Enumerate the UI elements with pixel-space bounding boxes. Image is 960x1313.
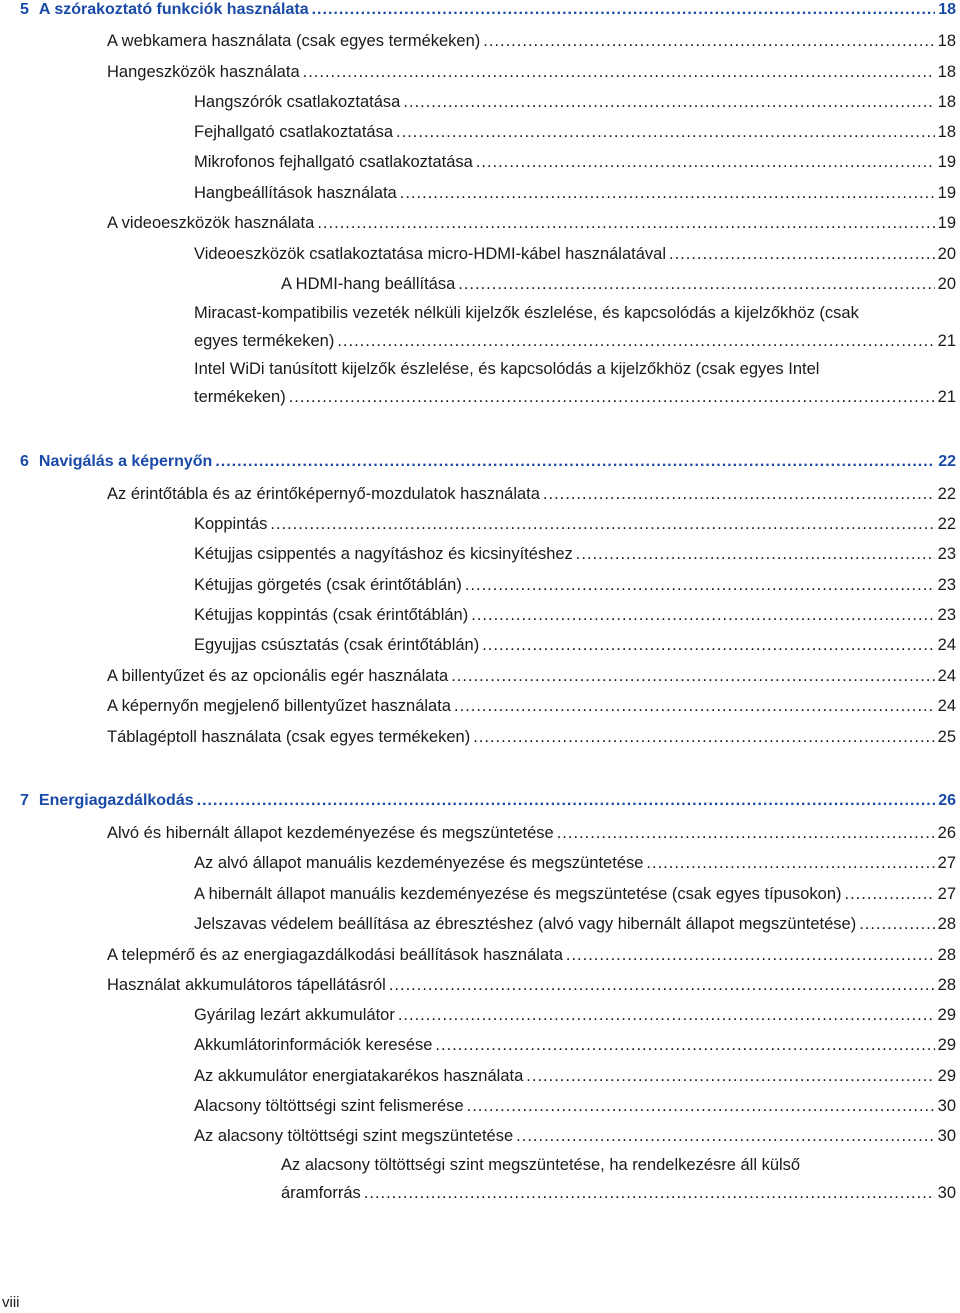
toc-entry[interactable] bbox=[107, 971, 960, 999]
dot-leader bbox=[483, 27, 934, 55]
toc-page-number: 27 bbox=[937, 854, 956, 872]
toc-entry[interactable] bbox=[107, 662, 960, 690]
toc-entry[interactable] bbox=[107, 819, 960, 847]
toc-entry[interactable] bbox=[194, 1001, 960, 1029]
toc-page-number: 29 bbox=[937, 1006, 956, 1024]
toc-page-number: 20 bbox=[937, 245, 956, 263]
toc-entry[interactable] bbox=[194, 510, 960, 538]
toc-entry[interactable] bbox=[107, 723, 960, 751]
toc-entry-row bbox=[194, 1092, 960, 1120]
toc-page-number: 28 bbox=[937, 915, 956, 933]
toc-page-number: 28 bbox=[937, 976, 956, 994]
toc-page-number: 26 bbox=[937, 824, 956, 842]
dot-leader bbox=[859, 910, 934, 938]
toc-page-number: 22 bbox=[938, 453, 956, 470]
toc-page-number: 28 bbox=[937, 946, 956, 964]
dot-leader bbox=[482, 631, 934, 659]
toc-entry-title: áramforrás bbox=[281, 1184, 361, 1202]
toc-entry-row bbox=[194, 240, 960, 268]
toc-entry-title: Fejhallgató csatlakoztatása bbox=[194, 123, 394, 141]
toc-page-number: 22 bbox=[937, 515, 956, 533]
dot-leader bbox=[458, 270, 934, 298]
toc-entry-row bbox=[20, 0, 960, 24]
toc-entry-row bbox=[194, 118, 960, 146]
toc-entry[interactable] bbox=[194, 148, 960, 176]
toc-entry-row bbox=[107, 723, 960, 751]
chapter-number: 5 bbox=[20, 1, 29, 18]
toc-page-number: 18 bbox=[937, 63, 956, 81]
dot-leader bbox=[454, 692, 935, 720]
toc-entry-row bbox=[194, 179, 960, 207]
toc-entry-title: Az érintőtábla és az érintőképernyő-mozdulatok használata bbox=[107, 485, 540, 503]
toc-entry-title: Kétujjas koppintás (csak érintőtáblán) bbox=[194, 606, 469, 624]
toc-entry-row bbox=[194, 571, 960, 599]
toc-entry[interactable] bbox=[194, 1092, 960, 1120]
toc-entry-title-line: Miracast-kompatibilis vezeték nélküli kijelzők észlelése, és kapcsolódás a kijelzőkhöz (csak bbox=[194, 304, 859, 322]
toc-entry[interactable] bbox=[281, 270, 960, 298]
toc-entry[interactable] bbox=[194, 1122, 960, 1150]
toc-entry[interactable] bbox=[194, 1031, 960, 1059]
toc-entry-row bbox=[20, 448, 960, 476]
toc-entry-title-line: Az alacsony töltöttségi szint megszüntetése, ha rendelkezésre áll külső bbox=[281, 1156, 801, 1174]
dot-leader bbox=[471, 601, 934, 629]
toc-chapter-entry[interactable] bbox=[20, 0, 960, 24]
toc-page-number: 19 bbox=[937, 214, 956, 232]
toc-entry-title: Hangbeállítások használata bbox=[194, 184, 397, 202]
toc-entry[interactable] bbox=[107, 692, 960, 720]
dot-leader bbox=[403, 88, 934, 116]
toc-entry-title: Alacsony töltöttségi szint felismerése bbox=[194, 1097, 464, 1115]
toc-entry-title: Egyujjas csúsztatás (csak érintőtáblán) bbox=[194, 636, 480, 654]
dot-leader bbox=[337, 327, 934, 355]
toc-entry-title: termékeken) bbox=[194, 388, 286, 406]
dot-leader bbox=[317, 209, 934, 237]
toc-page-number: 30 bbox=[937, 1184, 956, 1202]
toc-entry-title: A képernyőn megjelenő billentyűzet használata bbox=[107, 697, 451, 715]
toc-entry-row bbox=[194, 148, 960, 176]
toc-entry-row bbox=[107, 662, 960, 690]
toc-entry-row bbox=[194, 88, 960, 116]
toc-entry[interactable] bbox=[107, 480, 960, 508]
dot-leader bbox=[557, 819, 935, 847]
dot-leader bbox=[576, 540, 935, 568]
dot-leader bbox=[215, 448, 935, 476]
toc-entry[interactable] bbox=[194, 355, 960, 411]
toc-page-number: 19 bbox=[937, 153, 956, 171]
toc-page-number: 30 bbox=[937, 1127, 956, 1145]
toc-page-number: 20 bbox=[937, 275, 956, 293]
toc-entry[interactable] bbox=[194, 571, 960, 599]
toc-page-number: 21 bbox=[937, 332, 956, 350]
toc-entry-title: A HDMI-hang beállítása bbox=[281, 275, 456, 293]
toc-page-number: 19 bbox=[937, 184, 956, 202]
dot-leader bbox=[303, 58, 935, 86]
toc-entry[interactable] bbox=[194, 631, 960, 659]
toc-entry[interactable] bbox=[194, 299, 960, 355]
dot-leader bbox=[473, 723, 934, 751]
toc-entry-row bbox=[194, 1031, 960, 1059]
dot-leader bbox=[476, 148, 935, 176]
toc-entry-title: Az akkumulátor energiatakarékos használata bbox=[194, 1067, 524, 1085]
toc-entry-row bbox=[194, 910, 960, 938]
toc-entry-title: Táblagéptoll használata (csak egyes termékeken) bbox=[107, 728, 471, 746]
chapter-number: 6 bbox=[20, 453, 29, 470]
dot-leader bbox=[516, 1122, 934, 1150]
toc-entry-row bbox=[281, 1179, 960, 1207]
toc-entry-title: Kétujjas görgetés (csak érintőtáblán) bbox=[194, 576, 462, 594]
dot-leader bbox=[451, 662, 934, 690]
toc-entry-title: Kétujjas csippentés a nagyításhoz és kicsinyítéshez bbox=[194, 545, 573, 563]
toc-entry[interactable] bbox=[194, 1062, 960, 1090]
toc-entry-row bbox=[194, 601, 960, 629]
toc-entry[interactable] bbox=[107, 209, 960, 237]
toc-entry-title: Navigálás a képernyőn bbox=[38, 453, 213, 470]
toc-entry-title: Energiagazdálkodás bbox=[38, 792, 194, 809]
toc-entry-title: Koppintás bbox=[194, 515, 268, 533]
toc-entry-row bbox=[107, 480, 960, 508]
toc-entry-title: Használat akkumulátoros tápellátásról bbox=[107, 976, 386, 994]
dot-leader bbox=[396, 118, 935, 146]
toc-page-number: 18 bbox=[937, 32, 956, 50]
toc-page-number: 29 bbox=[937, 1067, 956, 1085]
toc-entry-row bbox=[194, 540, 960, 568]
toc-page-number: 18 bbox=[937, 93, 956, 111]
toc-entry[interactable] bbox=[194, 240, 960, 268]
toc-entry[interactable] bbox=[107, 27, 960, 55]
toc-page-number: 29 bbox=[937, 1036, 956, 1054]
toc-page-number: 24 bbox=[937, 667, 956, 685]
toc-entry-title: A hibernált állapot manuális kezdeményezése és megszüntetése (csak egyes típusokon) bbox=[194, 885, 842, 903]
toc-entry-row bbox=[107, 819, 960, 847]
dot-leader bbox=[364, 1179, 935, 1207]
toc-entry-row bbox=[281, 270, 960, 298]
dot-leader bbox=[435, 1031, 934, 1059]
toc-entry-row bbox=[194, 849, 960, 877]
toc-entry-title: Az alvó állapot manuális kezdeményezése és megszüntetése bbox=[194, 854, 644, 872]
toc-entry-title: Gyárilag lezárt akkumulátor bbox=[194, 1006, 395, 1024]
toc-chapter-entry[interactable] bbox=[20, 787, 960, 815]
toc-entry-row bbox=[107, 27, 960, 55]
toc-chapter-entry[interactable] bbox=[20, 448, 960, 476]
toc-entry-title: egyes termékeken) bbox=[194, 332, 335, 350]
toc-entry[interactable] bbox=[281, 1151, 960, 1207]
toc-entry-title: A webkamera használata (csak egyes termékeken) bbox=[107, 32, 481, 50]
dot-leader bbox=[465, 571, 935, 599]
toc-entry-row bbox=[107, 692, 960, 720]
toc-entry-title-line: Intel WiDi tanúsított kijelzők észlelése, és kapcsolódás a kijelzőkhöz (csak egyes Intel bbox=[194, 360, 820, 378]
dot-leader bbox=[312, 0, 936, 24]
toc-entry-title: Hangeszközök használata bbox=[107, 63, 300, 81]
toc-page-number: 25 bbox=[937, 728, 956, 746]
dot-leader bbox=[289, 383, 935, 411]
toc-entry-title: Az alacsony töltöttségi szint megszüntetése bbox=[194, 1127, 514, 1145]
toc-entry-title: A videoeszközök használata bbox=[107, 214, 315, 232]
toc-entry-title: Videoeszközök csatlakoztatása micro-HDMI-kábel használatával bbox=[194, 245, 666, 263]
toc-entry-row bbox=[107, 971, 960, 999]
dot-leader bbox=[669, 240, 935, 268]
toc-entry-row bbox=[194, 1062, 960, 1090]
dot-leader bbox=[543, 480, 935, 508]
page-number-footer: viii bbox=[2, 1294, 20, 1311]
toc-entry-title: Akkumlátorinformációk keresése bbox=[194, 1036, 433, 1054]
toc-entry[interactable] bbox=[194, 849, 960, 877]
toc-page-number: 24 bbox=[937, 636, 956, 654]
dot-leader bbox=[389, 971, 935, 999]
toc-entry-title: Alvó és hibernált állapot kezdeményezése és megszüntetése bbox=[107, 824, 554, 842]
toc-entry[interactable] bbox=[194, 910, 960, 938]
toc-page-number: 21 bbox=[937, 388, 956, 406]
dot-leader bbox=[270, 510, 934, 538]
toc-entry-row bbox=[194, 383, 960, 411]
toc-entry-row bbox=[107, 209, 960, 237]
toc-entry-row bbox=[194, 880, 960, 908]
toc-entry[interactable] bbox=[107, 58, 960, 86]
dot-leader bbox=[197, 787, 936, 815]
toc-page-number: 22 bbox=[937, 485, 956, 503]
toc-entry-row bbox=[194, 1001, 960, 1029]
dot-leader bbox=[526, 1062, 934, 1090]
toc-entry[interactable] bbox=[194, 118, 960, 146]
toc-entry-row bbox=[194, 510, 960, 538]
toc-entry[interactable] bbox=[107, 941, 960, 969]
toc-entry-title: A telepmérő és az energiagazdálkodási beállítások használata bbox=[107, 946, 563, 964]
toc-entry[interactable] bbox=[194, 540, 960, 568]
toc-page-number: 27 bbox=[937, 885, 956, 903]
toc-page-number: 30 bbox=[937, 1097, 956, 1115]
toc-page-number: 23 bbox=[937, 576, 956, 594]
toc-entry-title: A billentyűzet és az opcionális egér használata bbox=[107, 667, 449, 685]
toc-entry[interactable] bbox=[194, 179, 960, 207]
toc-page-number: 23 bbox=[937, 606, 956, 624]
dot-leader bbox=[400, 179, 935, 207]
toc-entry-row bbox=[194, 327, 960, 355]
toc-page-number: 18 bbox=[938, 1, 956, 18]
dot-leader bbox=[398, 1001, 935, 1029]
toc-entry-row bbox=[107, 58, 960, 86]
toc-entry-row bbox=[107, 941, 960, 969]
toc-entry-title: Hangszórók csatlakoztatása bbox=[194, 93, 401, 111]
toc-page-number: 24 bbox=[937, 697, 956, 715]
toc-entry[interactable] bbox=[194, 601, 960, 629]
toc-entry-title: Mikrofonos fejhallgató csatlakoztatása bbox=[194, 153, 473, 171]
toc-entry-row bbox=[20, 787, 960, 815]
toc-entry[interactable] bbox=[194, 88, 960, 116]
toc-entry[interactable] bbox=[194, 880, 960, 908]
toc-entry-title: A szórakoztató funkciók használata bbox=[38, 1, 309, 18]
chapter-number: 7 bbox=[20, 792, 29, 809]
toc-page-number: 23 bbox=[937, 545, 956, 563]
dot-leader bbox=[566, 941, 935, 969]
toc-entry-row bbox=[194, 1122, 960, 1150]
toc-entry-row bbox=[194, 631, 960, 659]
dot-leader bbox=[646, 849, 934, 877]
toc-page-number: 26 bbox=[938, 792, 956, 809]
toc-page-number: 18 bbox=[937, 123, 956, 141]
dot-leader bbox=[845, 880, 935, 908]
dot-leader bbox=[467, 1092, 935, 1120]
toc-entry-title: Jelszavas védelem beállítása az ébresztéshez (alvó vagy hibernált állapot megszüntetése) bbox=[194, 915, 857, 933]
